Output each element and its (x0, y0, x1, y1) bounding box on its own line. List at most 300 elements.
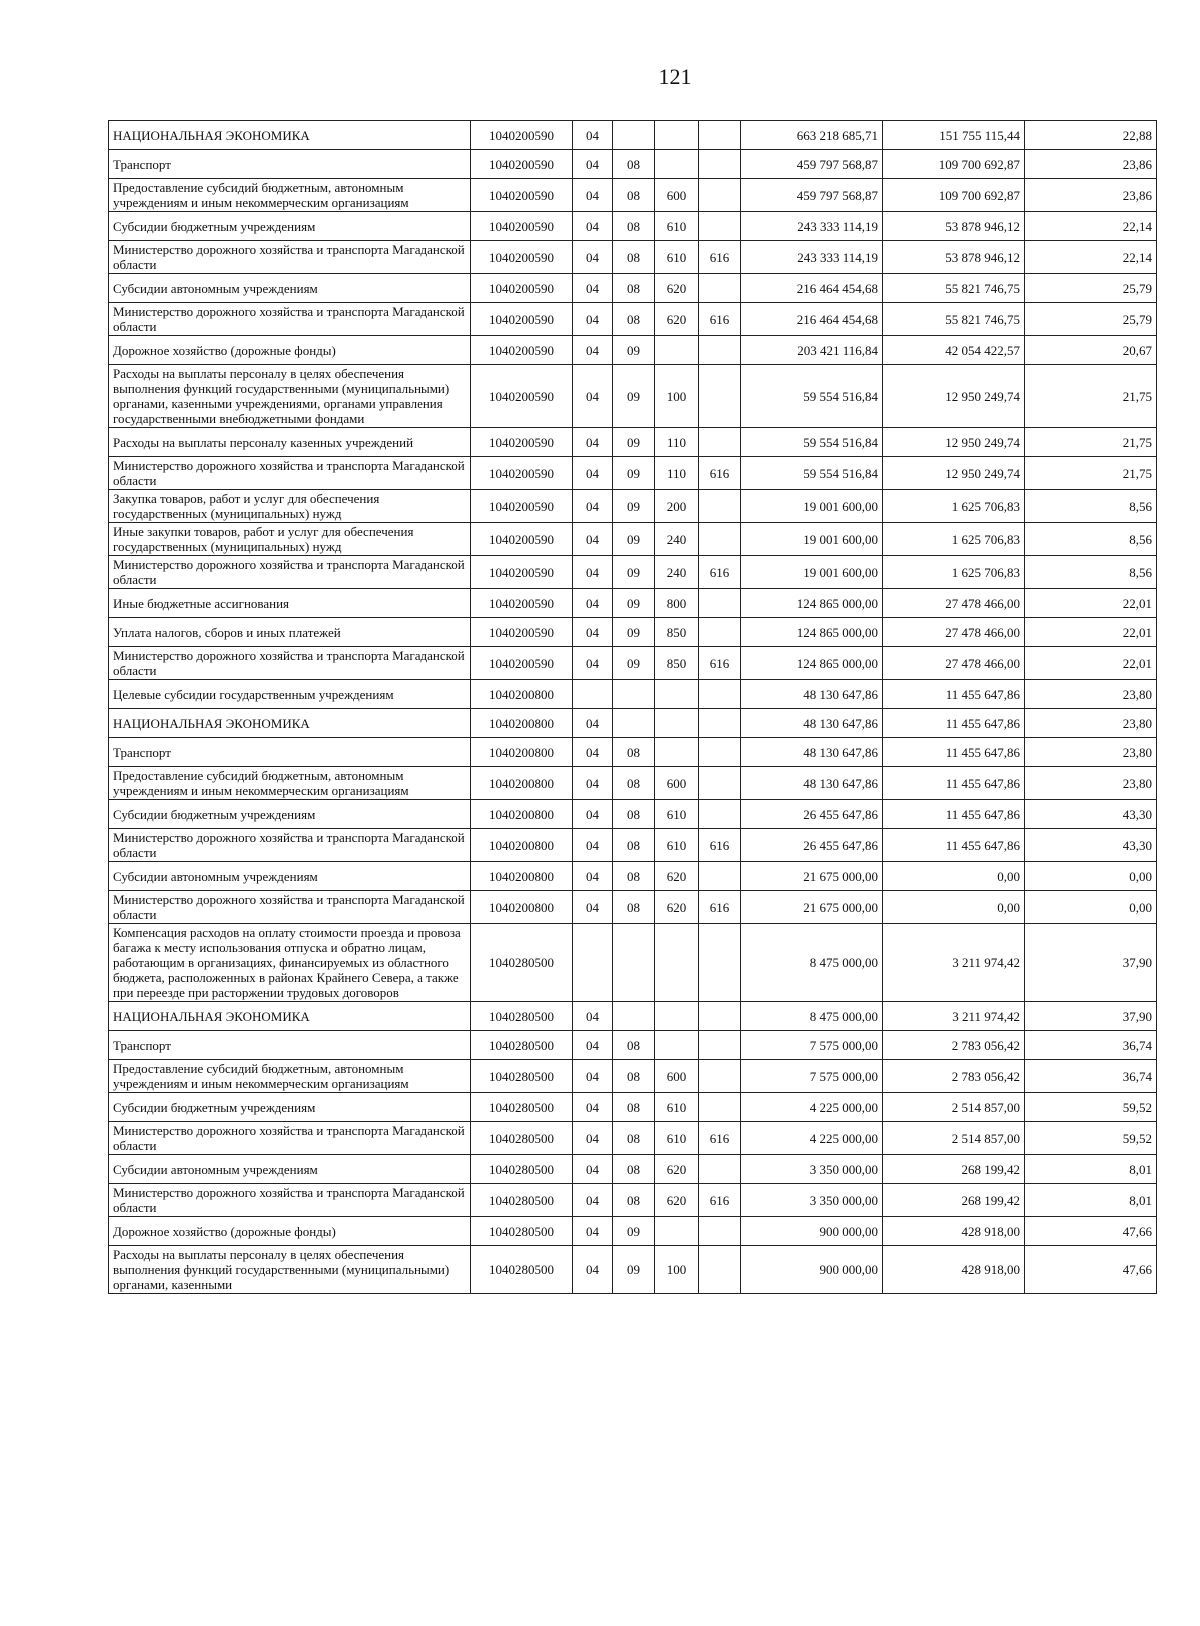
expense-type-cell: 240 (655, 523, 699, 556)
section-cell: 04 (573, 1060, 613, 1093)
actual-amount-cell: 11 455 647,86 (883, 738, 1025, 767)
planned-amount-cell: 124 865 000,00 (741, 589, 883, 618)
execution-percent-cell: 23,86 (1025, 150, 1157, 179)
expense-type-cell: 610 (655, 1122, 699, 1155)
planned-amount-cell: 3 350 000,00 (741, 1184, 883, 1217)
target-article-cell: 1040280500 (471, 1002, 573, 1031)
planned-amount-cell: 124 865 000,00 (741, 618, 883, 647)
execution-percent-cell: 22,01 (1025, 589, 1157, 618)
subsection-cell: 08 (613, 738, 655, 767)
actual-amount-cell: 27 478 466,00 (883, 618, 1025, 647)
actual-amount-cell: 109 700 692,87 (883, 179, 1025, 212)
actual-amount-cell: 55 821 746,75 (883, 274, 1025, 303)
expense-type-cell: 100 (655, 365, 699, 428)
administrator-cell (699, 589, 741, 618)
actual-amount-cell: 11 455 647,86 (883, 709, 1025, 738)
table-row (109, 1031, 1157, 1060)
target-article-cell: 1040200590 (471, 121, 573, 150)
target-article-cell: 1040200590 (471, 241, 573, 274)
expense-type-cell (655, 738, 699, 767)
table-row (109, 121, 1157, 150)
row-name-cell: Министерство дорожного хозяйства и транспорта Магаданской области (109, 1122, 471, 1155)
execution-percent-cell: 21,75 (1025, 365, 1157, 428)
table-row (109, 556, 1157, 589)
administrator-cell (699, 924, 741, 1002)
actual-amount-cell: 27 478 466,00 (883, 647, 1025, 680)
actual-amount-cell: 1 625 706,83 (883, 490, 1025, 523)
section-cell (573, 680, 613, 709)
target-article-cell: 1040200800 (471, 800, 573, 829)
actual-amount-cell: 53 878 946,12 (883, 241, 1025, 274)
target-article-cell: 1040280500 (471, 1155, 573, 1184)
expense-type-cell: 110 (655, 428, 699, 457)
target-article-cell: 1040200800 (471, 862, 573, 891)
execution-percent-cell: 22,14 (1025, 241, 1157, 274)
expense-type-cell: 610 (655, 241, 699, 274)
subsection-cell: 08 (613, 1093, 655, 1122)
execution-percent-cell: 23,80 (1025, 767, 1157, 800)
row-name-cell: Целевые субсидии государственным учреждениям (109, 680, 471, 709)
execution-percent-cell: 21,75 (1025, 457, 1157, 490)
planned-amount-cell: 26 455 647,86 (741, 800, 883, 829)
row-name-cell: Министерство дорожного хозяйства и транспорта Магаданской области (109, 891, 471, 924)
subsection-cell (613, 924, 655, 1002)
section-cell: 04 (573, 1031, 613, 1060)
actual-amount-cell: 268 199,42 (883, 1184, 1025, 1217)
subsection-cell: 08 (613, 150, 655, 179)
administrator-cell: 616 (699, 457, 741, 490)
target-article-cell: 1040280500 (471, 1122, 573, 1155)
administrator-cell: 616 (699, 556, 741, 589)
actual-amount-cell: 2 514 857,00 (883, 1093, 1025, 1122)
budget-table (108, 120, 1157, 1294)
section-cell: 04 (573, 829, 613, 862)
section-cell: 04 (573, 767, 613, 800)
planned-amount-cell: 4 225 000,00 (741, 1093, 883, 1122)
execution-percent-cell: 37,90 (1025, 1002, 1157, 1031)
row-name-cell: Министерство дорожного хозяйства и транспорта Магаданской области (109, 303, 471, 336)
row-name-cell: Предоставление субсидий бюджетным, автономным учреждениям и иным некоммерческим организациям (109, 767, 471, 800)
row-name-cell: Субсидии бюджетным учреждениям (109, 800, 471, 829)
row-name-cell: Иные бюджетные ассигнования (109, 589, 471, 618)
planned-amount-cell: 59 554 516,84 (741, 428, 883, 457)
administrator-cell: 616 (699, 891, 741, 924)
planned-amount-cell: 216 464 454,68 (741, 274, 883, 303)
planned-amount-cell: 59 554 516,84 (741, 457, 883, 490)
section-cell: 04 (573, 336, 613, 365)
row-name-cell: Министерство дорожного хозяйства и транспорта Магаданской области (109, 241, 471, 274)
table-row (109, 241, 1157, 274)
expense-type-cell (655, 1217, 699, 1246)
expense-type-cell (655, 709, 699, 738)
planned-amount-cell: 48 130 647,86 (741, 738, 883, 767)
section-cell: 04 (573, 457, 613, 490)
row-name-cell: Уплата налогов, сборов и иных платежей (109, 618, 471, 647)
expense-type-cell: 600 (655, 1060, 699, 1093)
row-name-cell: Компенсация расходов на оплату стоимости проезда и провоза багажа к месту использования отпуска и обратно лицам, работающим в организациях, финансируемых из областного бюджета, расположенных в районах Крайнего Севера, а также при переезде при расторжении трудовых договоров (109, 924, 471, 1002)
target-article-cell: 1040280500 (471, 1093, 573, 1122)
table-row (109, 767, 1157, 800)
execution-percent-cell: 20,67 (1025, 336, 1157, 365)
target-article-cell: 1040280500 (471, 924, 573, 1002)
table-row (109, 924, 1157, 1002)
administrator-cell (699, 150, 741, 179)
section-cell: 04 (573, 862, 613, 891)
section-cell: 04 (573, 738, 613, 767)
row-name-cell: Министерство дорожного хозяйства и транспорта Магаданской области (109, 829, 471, 862)
target-article-cell: 1040200590 (471, 150, 573, 179)
execution-percent-cell: 0,00 (1025, 862, 1157, 891)
expense-type-cell: 610 (655, 800, 699, 829)
table-row (109, 1122, 1157, 1155)
planned-amount-cell: 459 797 568,87 (741, 179, 883, 212)
subsection-cell: 09 (613, 365, 655, 428)
administrator-cell (699, 800, 741, 829)
actual-amount-cell: 2 514 857,00 (883, 1122, 1025, 1155)
subsection-cell (613, 1002, 655, 1031)
actual-amount-cell: 27 478 466,00 (883, 589, 1025, 618)
expense-type-cell: 240 (655, 556, 699, 589)
table-row (109, 179, 1157, 212)
target-article-cell: 1040200590 (471, 490, 573, 523)
table-row (109, 1217, 1157, 1246)
section-cell: 04 (573, 150, 613, 179)
execution-percent-cell: 37,90 (1025, 924, 1157, 1002)
row-name-cell: Министерство дорожного хозяйства и транспорта Магаданской области (109, 647, 471, 680)
actual-amount-cell: 42 054 422,57 (883, 336, 1025, 365)
table-row (109, 428, 1157, 457)
subsection-cell: 08 (613, 1031, 655, 1060)
expense-type-cell: 800 (655, 589, 699, 618)
row-name-cell: Предоставление субсидий бюджетным, автономным учреждениям и иным некоммерческим организациям (109, 1060, 471, 1093)
administrator-cell (699, 1217, 741, 1246)
row-name-cell: Иные закупки товаров, работ и услуг для обеспечения государственных (муниципальных) нужд (109, 523, 471, 556)
execution-percent-cell: 8,01 (1025, 1184, 1157, 1217)
target-article-cell: 1040200590 (471, 618, 573, 647)
subsection-cell: 08 (613, 1122, 655, 1155)
planned-amount-cell: 243 333 114,19 (741, 241, 883, 274)
row-name-cell: Транспорт (109, 1031, 471, 1060)
execution-percent-cell: 8,56 (1025, 523, 1157, 556)
target-article-cell: 1040200590 (471, 457, 573, 490)
table-row (109, 1002, 1157, 1031)
planned-amount-cell: 48 130 647,86 (741, 767, 883, 800)
execution-percent-cell: 36,74 (1025, 1031, 1157, 1060)
row-name-cell: Министерство дорожного хозяйства и транспорта Магаданской области (109, 556, 471, 589)
subsection-cell: 09 (613, 647, 655, 680)
administrator-cell (699, 179, 741, 212)
subsection-cell: 08 (613, 767, 655, 800)
execution-percent-cell: 23,80 (1025, 709, 1157, 738)
administrator-cell: 616 (699, 1184, 741, 1217)
target-article-cell: 1040280500 (471, 1060, 573, 1093)
subsection-cell: 09 (613, 589, 655, 618)
subsection-cell: 08 (613, 212, 655, 241)
actual-amount-cell: 3 211 974,42 (883, 1002, 1025, 1031)
row-name-cell: Транспорт (109, 150, 471, 179)
table-row (109, 862, 1157, 891)
execution-percent-cell: 36,74 (1025, 1060, 1157, 1093)
table-row (109, 1155, 1157, 1184)
table-row (109, 274, 1157, 303)
planned-amount-cell: 19 001 600,00 (741, 490, 883, 523)
expense-type-cell: 850 (655, 647, 699, 680)
section-cell (573, 924, 613, 1002)
planned-amount-cell: 21 675 000,00 (741, 862, 883, 891)
target-article-cell: 1040200590 (471, 274, 573, 303)
subsection-cell: 09 (613, 1246, 655, 1294)
administrator-cell (699, 680, 741, 709)
actual-amount-cell: 0,00 (883, 891, 1025, 924)
section-cell: 04 (573, 589, 613, 618)
table-row (109, 212, 1157, 241)
row-name-cell: НАЦИОНАЛЬНАЯ ЭКОНОМИКА (109, 709, 471, 738)
table-row (109, 1246, 1157, 1294)
section-cell: 04 (573, 241, 613, 274)
section-cell: 04 (573, 1246, 613, 1294)
target-article-cell: 1040200590 (471, 336, 573, 365)
target-article-cell: 1040200800 (471, 829, 573, 862)
execution-percent-cell: 22,01 (1025, 618, 1157, 647)
target-article-cell: 1040200590 (471, 647, 573, 680)
section-cell: 04 (573, 179, 613, 212)
section-cell: 04 (573, 1122, 613, 1155)
execution-percent-cell: 47,66 (1025, 1246, 1157, 1294)
row-name-cell: Расходы на выплаты персоналу в целях обеспечения выполнения функций государственными (муниципальными) органами, казенными учреждениями, органами управления государственными внебюджетными фондами (109, 365, 471, 428)
expense-type-cell: 100 (655, 1246, 699, 1294)
planned-amount-cell: 124 865 000,00 (741, 647, 883, 680)
table-row (109, 150, 1157, 179)
expense-type-cell: 600 (655, 179, 699, 212)
table-row (109, 891, 1157, 924)
expense-type-cell: 620 (655, 303, 699, 336)
actual-amount-cell: 1 625 706,83 (883, 556, 1025, 589)
target-article-cell: 1040280500 (471, 1184, 573, 1217)
row-name-cell: Министерство дорожного хозяйства и транспорта Магаданской области (109, 457, 471, 490)
planned-amount-cell: 243 333 114,19 (741, 212, 883, 241)
expense-type-cell (655, 336, 699, 365)
target-article-cell: 1040280500 (471, 1217, 573, 1246)
subsection-cell: 08 (613, 800, 655, 829)
row-name-cell: Предоставление субсидий бюджетным, автономным учреждениям и иным некоммерческим организациям (109, 179, 471, 212)
row-name-cell: Дорожное хозяйство (дорожные фонды) (109, 1217, 471, 1246)
target-article-cell: 1040200800 (471, 738, 573, 767)
section-cell: 04 (573, 618, 613, 647)
planned-amount-cell: 4 225 000,00 (741, 1122, 883, 1155)
expense-type-cell (655, 121, 699, 150)
target-article-cell: 1040200590 (471, 365, 573, 428)
row-name-cell: Субсидии бюджетным учреждениям (109, 212, 471, 241)
target-article-cell: 1040200590 (471, 212, 573, 241)
subsection-cell: 09 (613, 457, 655, 490)
section-cell: 04 (573, 556, 613, 589)
subsection-cell: 08 (613, 829, 655, 862)
planned-amount-cell: 26 455 647,86 (741, 829, 883, 862)
subsection-cell: 09 (613, 556, 655, 589)
planned-amount-cell: 459 797 568,87 (741, 150, 883, 179)
planned-amount-cell: 216 464 454,68 (741, 303, 883, 336)
target-article-cell: 1040200590 (471, 179, 573, 212)
table-row (109, 303, 1157, 336)
administrator-cell (699, 1060, 741, 1093)
table-row (109, 523, 1157, 556)
table-row (109, 738, 1157, 767)
execution-percent-cell: 23,80 (1025, 738, 1157, 767)
planned-amount-cell: 7 575 000,00 (741, 1031, 883, 1060)
planned-amount-cell: 48 130 647,86 (741, 680, 883, 709)
execution-percent-cell: 25,79 (1025, 274, 1157, 303)
table-row (109, 365, 1157, 428)
section-cell: 04 (573, 800, 613, 829)
execution-percent-cell: 22,88 (1025, 121, 1157, 150)
target-article-cell: 1040200590 (471, 589, 573, 618)
target-article-cell: 1040200800 (471, 709, 573, 738)
actual-amount-cell: 2 783 056,42 (883, 1060, 1025, 1093)
subsection-cell (613, 121, 655, 150)
planned-amount-cell: 21 675 000,00 (741, 891, 883, 924)
budget-table-body (109, 121, 1157, 1294)
administrator-cell: 616 (699, 303, 741, 336)
subsection-cell: 08 (613, 1155, 655, 1184)
actual-amount-cell: 11 455 647,86 (883, 829, 1025, 862)
planned-amount-cell: 48 130 647,86 (741, 709, 883, 738)
administrator-cell: 616 (699, 829, 741, 862)
actual-amount-cell: 11 455 647,86 (883, 800, 1025, 829)
table-row (109, 647, 1157, 680)
table-row (109, 490, 1157, 523)
planned-amount-cell: 900 000,00 (741, 1246, 883, 1294)
administrator-cell (699, 428, 741, 457)
subsection-cell: 08 (613, 891, 655, 924)
row-name-cell: Закупка товаров, работ и услуг для обеспечения государственных (муниципальных) нужд (109, 490, 471, 523)
table-row (109, 829, 1157, 862)
target-article-cell: 1040200800 (471, 767, 573, 800)
row-name-cell: НАЦИОНАЛЬНАЯ ЭКОНОМИКА (109, 121, 471, 150)
actual-amount-cell: 2 783 056,42 (883, 1031, 1025, 1060)
section-cell: 04 (573, 1002, 613, 1031)
actual-amount-cell: 11 455 647,86 (883, 767, 1025, 800)
target-article-cell: 1040200590 (471, 523, 573, 556)
section-cell: 04 (573, 490, 613, 523)
administrator-cell (699, 365, 741, 428)
table-row (109, 800, 1157, 829)
administrator-cell (699, 1246, 741, 1294)
subsection-cell: 09 (613, 1217, 655, 1246)
execution-percent-cell: 22,01 (1025, 647, 1157, 680)
administrator-cell (699, 274, 741, 303)
subsection-cell: 08 (613, 862, 655, 891)
actual-amount-cell: 12 950 249,74 (883, 428, 1025, 457)
expense-type-cell: 620 (655, 862, 699, 891)
actual-amount-cell: 428 918,00 (883, 1246, 1025, 1294)
target-article-cell: 1040200590 (471, 303, 573, 336)
administrator-cell (699, 490, 741, 523)
administrator-cell (699, 709, 741, 738)
actual-amount-cell: 268 199,42 (883, 1155, 1025, 1184)
row-name-cell: Расходы на выплаты персоналу в целях обеспечения выполнения функций государственными (муниципальными) органами, казенными (109, 1246, 471, 1294)
expense-type-cell: 610 (655, 829, 699, 862)
administrator-cell (699, 1155, 741, 1184)
table-row (109, 1060, 1157, 1093)
table-row (109, 1184, 1157, 1217)
administrator-cell (699, 1093, 741, 1122)
subsection-cell (613, 680, 655, 709)
administrator-cell: 616 (699, 241, 741, 274)
subsection-cell: 08 (613, 179, 655, 212)
actual-amount-cell: 53 878 946,12 (883, 212, 1025, 241)
planned-amount-cell: 7 575 000,00 (741, 1060, 883, 1093)
section-cell: 04 (573, 428, 613, 457)
page-number: 121 (658, 64, 692, 89)
execution-percent-cell: 59,52 (1025, 1093, 1157, 1122)
execution-percent-cell: 43,30 (1025, 829, 1157, 862)
expense-type-cell (655, 680, 699, 709)
subsection-cell: 09 (613, 490, 655, 523)
administrator-cell (699, 121, 741, 150)
execution-percent-cell: 8,01 (1025, 1155, 1157, 1184)
row-name-cell: Субсидии автономным учреждениям (109, 1155, 471, 1184)
subsection-cell: 09 (613, 336, 655, 365)
subsection-cell: 08 (613, 1184, 655, 1217)
execution-percent-cell: 8,56 (1025, 490, 1157, 523)
row-name-cell: Субсидии автономным учреждениям (109, 274, 471, 303)
table-row (109, 457, 1157, 490)
target-article-cell: 1040200590 (471, 428, 573, 457)
section-cell: 04 (573, 891, 613, 924)
administrator-cell (699, 767, 741, 800)
planned-amount-cell: 663 218 685,71 (741, 121, 883, 150)
section-cell: 04 (573, 274, 613, 303)
execution-percent-cell: 21,75 (1025, 428, 1157, 457)
actual-amount-cell: 11 455 647,86 (883, 680, 1025, 709)
actual-amount-cell: 12 950 249,74 (883, 365, 1025, 428)
table-row (109, 336, 1157, 365)
row-name-cell: Субсидии бюджетным учреждениям (109, 1093, 471, 1122)
table-row (109, 618, 1157, 647)
actual-amount-cell: 55 821 746,75 (883, 303, 1025, 336)
section-cell: 04 (573, 1184, 613, 1217)
row-name-cell: Министерство дорожного хозяйства и транспорта Магаданской области (109, 1184, 471, 1217)
section-cell: 04 (573, 1155, 613, 1184)
actual-amount-cell: 3 211 974,42 (883, 924, 1025, 1002)
actual-amount-cell: 0,00 (883, 862, 1025, 891)
administrator-cell (699, 212, 741, 241)
subsection-cell: 09 (613, 618, 655, 647)
section-cell: 04 (573, 303, 613, 336)
execution-percent-cell: 59,52 (1025, 1122, 1157, 1155)
expense-type-cell: 610 (655, 212, 699, 241)
administrator-cell (699, 1002, 741, 1031)
administrator-cell (699, 738, 741, 767)
expense-type-cell (655, 1002, 699, 1031)
expense-type-cell: 620 (655, 891, 699, 924)
target-article-cell: 1040280500 (471, 1031, 573, 1060)
execution-percent-cell: 25,79 (1025, 303, 1157, 336)
row-name-cell: Транспорт (109, 738, 471, 767)
row-name-cell: Субсидии автономным учреждениям (109, 862, 471, 891)
section-cell: 04 (573, 1217, 613, 1246)
expense-type-cell: 600 (655, 767, 699, 800)
row-name-cell: НАЦИОНАЛЬНАЯ ЭКОНОМИКА (109, 1002, 471, 1031)
administrator-cell (699, 336, 741, 365)
target-article-cell: 1040200590 (471, 556, 573, 589)
subsection-cell: 08 (613, 274, 655, 303)
target-article-cell: 1040280500 (471, 1246, 573, 1294)
target-article-cell: 1040200800 (471, 891, 573, 924)
expense-type-cell (655, 924, 699, 1002)
actual-amount-cell: 151 755 115,44 (883, 121, 1025, 150)
planned-amount-cell: 19 001 600,00 (741, 523, 883, 556)
